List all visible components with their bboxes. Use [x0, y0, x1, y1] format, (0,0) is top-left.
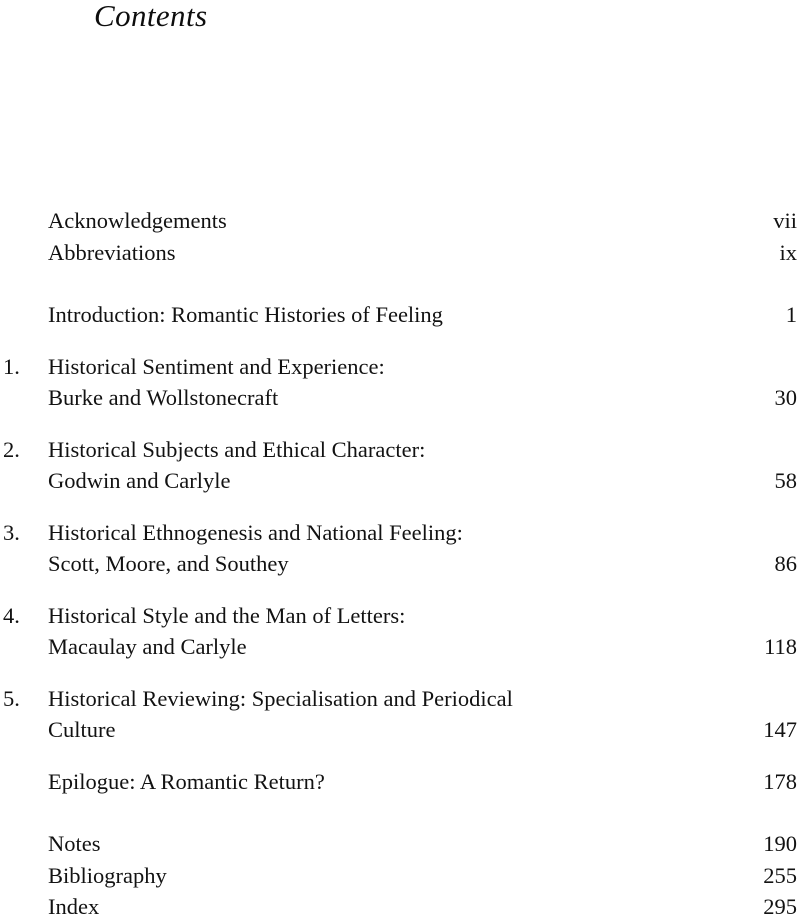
toc-entry-chapter-2[interactable]	[3, 434, 797, 497]
entry-label-line2: Culture	[48, 717, 116, 742]
entry-label-line1: Historical Reviewing: Specialisation and Periodical	[48, 685, 513, 711]
toc-entry-chapter-1[interactable]	[3, 351, 797, 414]
entry-page-number: 178	[763, 768, 797, 794]
page-title: Contents	[94, 0, 208, 33]
entry-page-number: vii	[773, 208, 797, 233]
entry-gap	[3, 746, 797, 766]
entry-page-number: 118	[764, 634, 797, 659]
entry-page-number: 30	[774, 385, 797, 410]
entry-gap	[3, 497, 797, 517]
entry-label: Index	[48, 894, 100, 919]
toc-entry-notes[interactable]	[3, 828, 797, 860]
section-gap	[3, 268, 797, 299]
entry-label-line2: Scott, Moore, and Southey	[48, 551, 289, 576]
entry-label-line1: Historical Style and the Man of Letters:	[48, 602, 406, 628]
entry-label: Introduction: Romantic Histories of Feeling	[48, 302, 443, 327]
entry-label: Bibliography	[48, 862, 167, 888]
toc-entry-acknowledgements[interactable]	[3, 205, 797, 237]
entry-label-line2: Burke and Wollstonecraft	[48, 385, 279, 410]
entry-number: 4.	[3, 602, 20, 628]
table-of-contents	[3, 205, 797, 923]
entry-gap	[3, 663, 797, 683]
entry-label-line1: Historical Ethnogenesis and National Feeling:	[48, 519, 463, 545]
entry-page-number: 1	[785, 302, 797, 327]
toc-entry-chapter-5[interactable]	[3, 683, 797, 746]
entry-gap	[3, 580, 797, 600]
toc-entry-epilogue[interactable]	[3, 766, 797, 798]
toc-entry-bibliography[interactable]	[3, 860, 797, 892]
entry-label-line1: Historical Sentiment and Experience:	[48, 353, 385, 379]
entry-number: 5.	[3, 685, 20, 711]
entry-label-line2: Godwin and Carlyle	[48, 468, 231, 493]
entry-number: 1.	[3, 353, 20, 379]
toc-entry-abbreviations[interactable]	[3, 237, 797, 269]
toc-entry-introduction[interactable]	[3, 299, 797, 331]
entry-page-number: 58	[774, 468, 797, 493]
entry-label: Epilogue: A Romantic Return?	[48, 768, 325, 794]
entry-page-number: 86	[774, 551, 797, 576]
toc-entry-chapter-4[interactable]	[3, 600, 797, 663]
entry-label-line2: Macaulay and Carlyle	[48, 634, 247, 659]
entry-number: 3.	[3, 519, 20, 545]
entry-label-line1: Historical Subjects and Ethical Character:	[48, 436, 426, 462]
entry-page-number: 190	[763, 831, 797, 856]
entry-page-number: 255	[763, 862, 797, 888]
toc-entry-index[interactable]	[3, 891, 797, 923]
entry-label: Acknowledgements	[48, 208, 227, 233]
section-gap	[3, 797, 797, 828]
entry-gap	[3, 414, 797, 434]
entry-page-number: 147	[763, 717, 797, 742]
entry-label: Abbreviations	[48, 239, 176, 265]
entry-label: Notes	[48, 831, 101, 856]
section-gap	[3, 331, 797, 351]
entry-page-number: ix	[779, 239, 797, 265]
entry-page-number: 295	[763, 894, 797, 919]
toc-entry-chapter-3[interactable]	[3, 517, 797, 580]
entry-number: 2.	[3, 436, 20, 462]
